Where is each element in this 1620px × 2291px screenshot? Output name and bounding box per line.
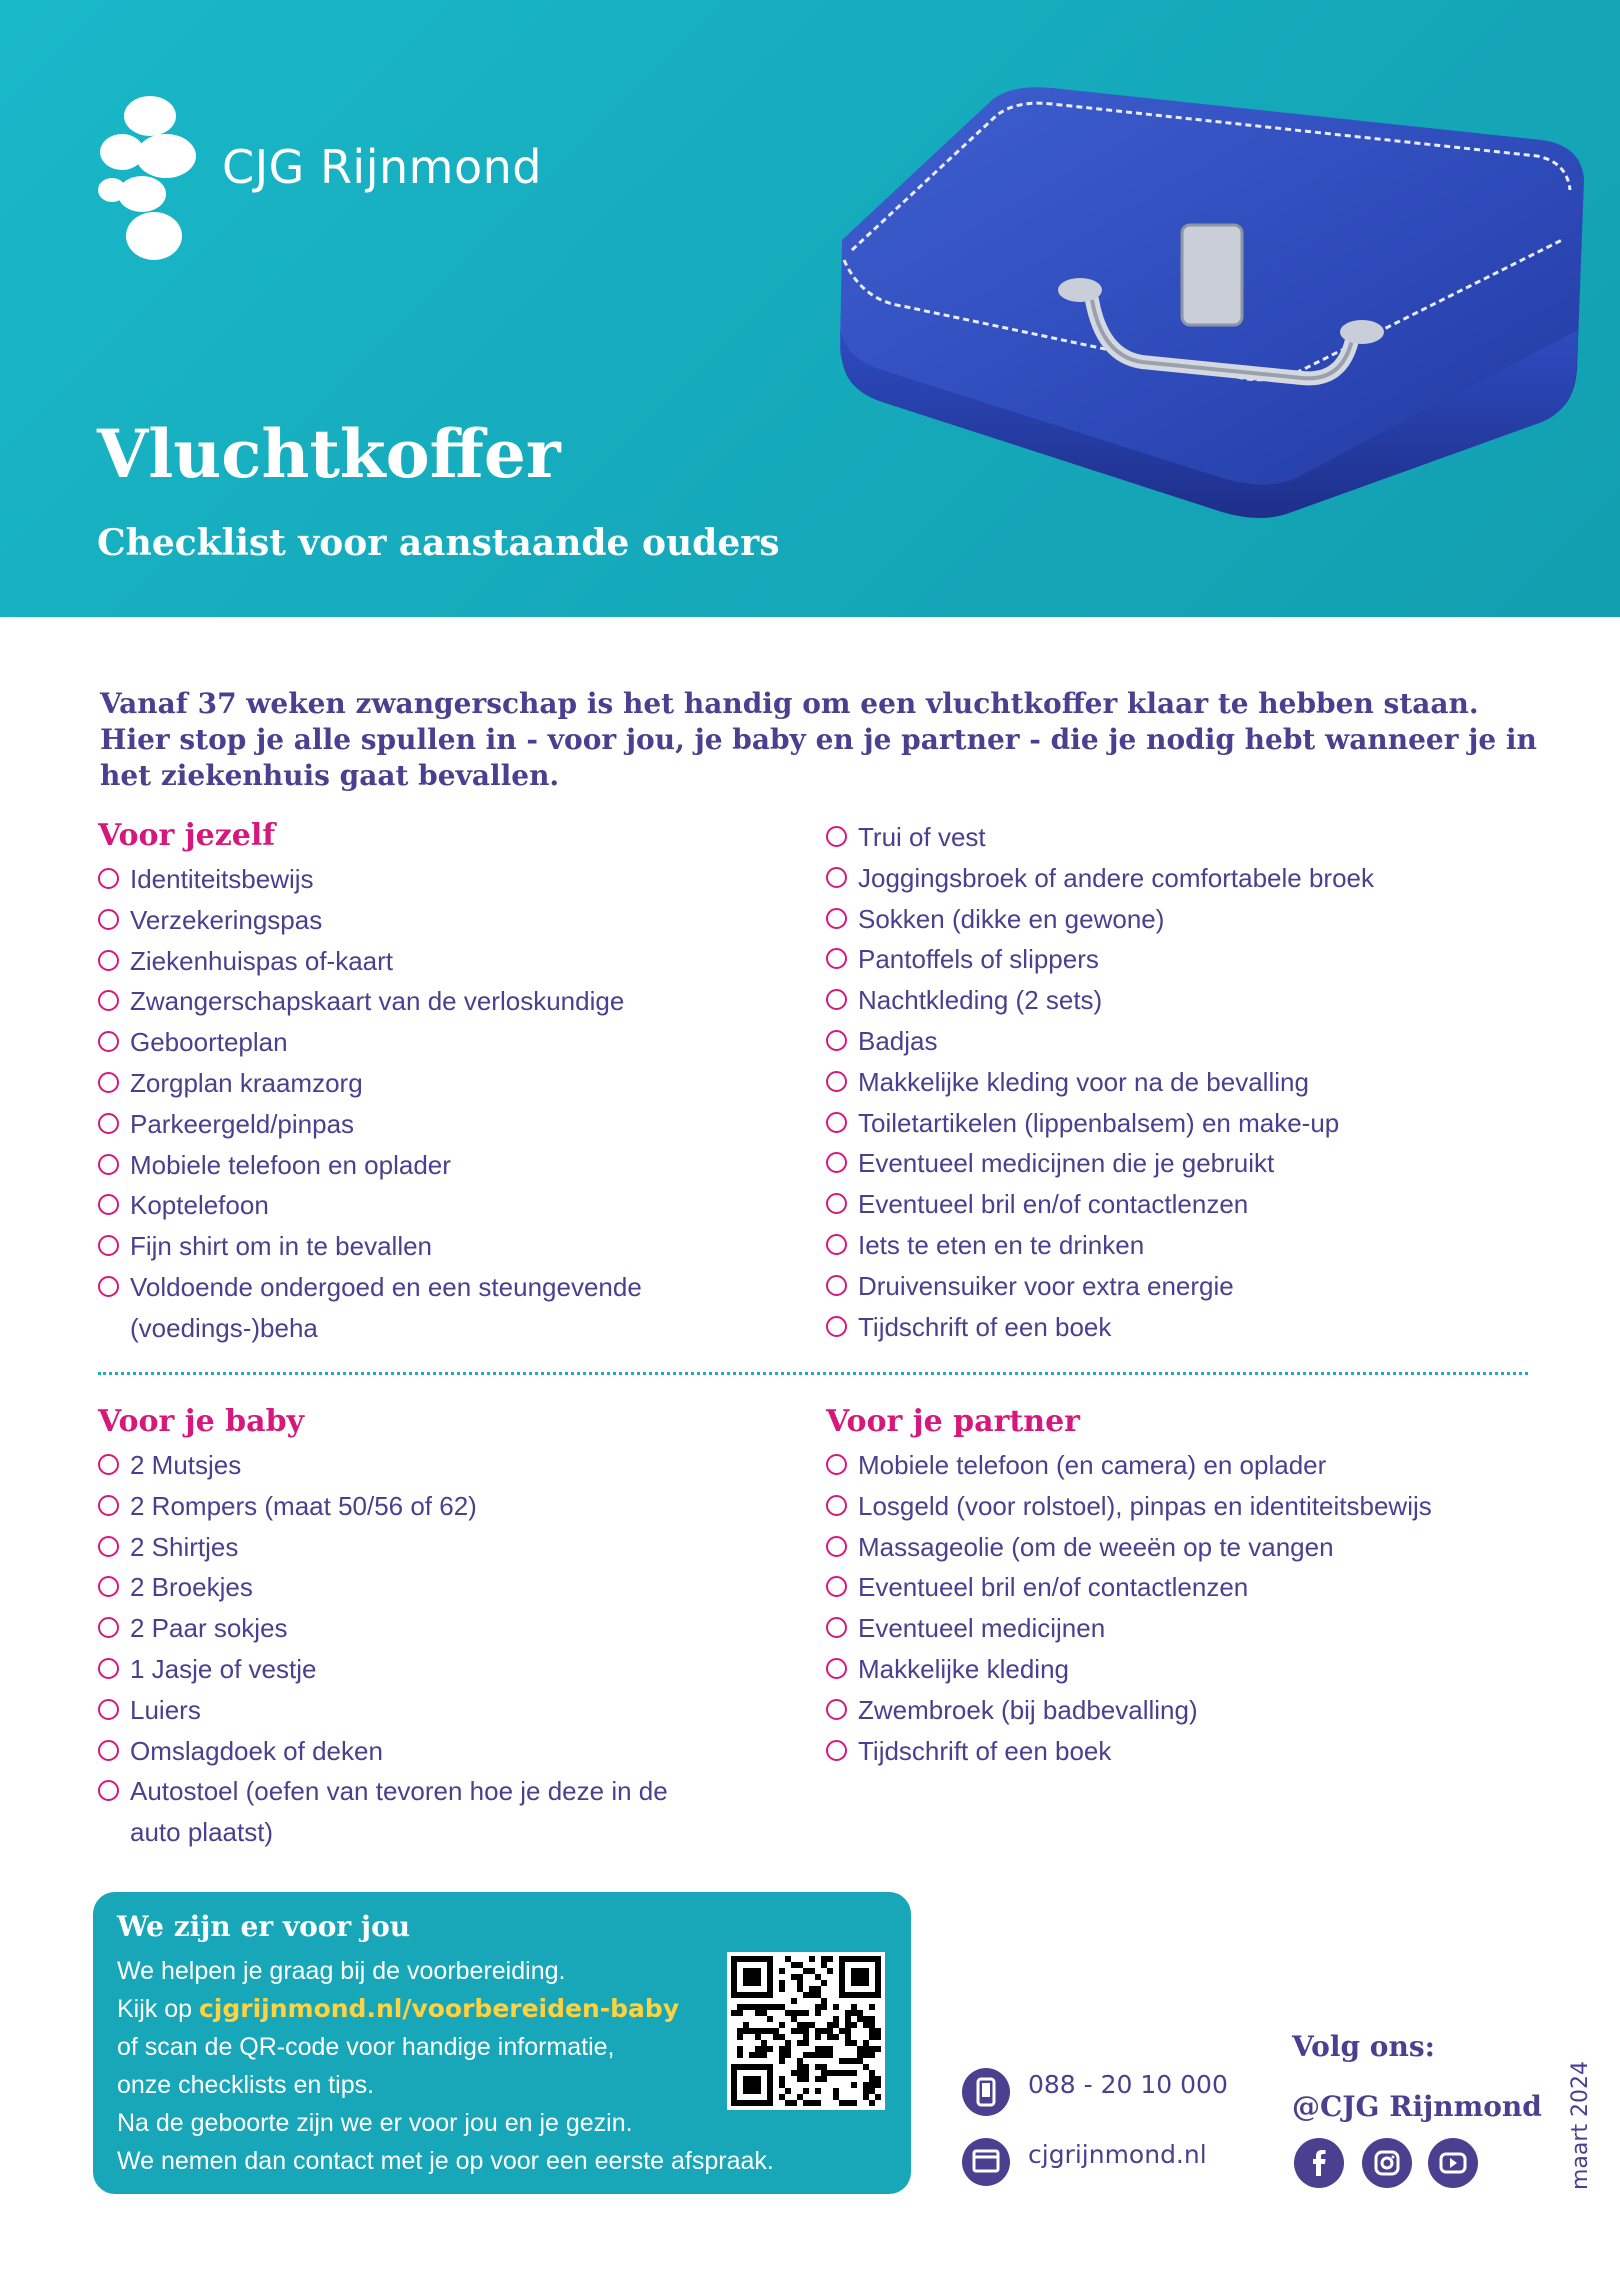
checkbox-icon[interactable] (98, 1072, 119, 1093)
checkbox-icon[interactable] (826, 1152, 847, 1173)
section-voor-jezelf-continued (826, 817, 1374, 1347)
checkbox-icon[interactable] (826, 989, 847, 1010)
phone-number[interactable]: 088 - 20 10 000 (1028, 2070, 1228, 2099)
section-voor-jezelf (98, 817, 730, 1349)
checklist-item[interactable]: Parkeergeld/pinpas (98, 1104, 730, 1145)
social-handle: @CJG Rijnmond (1292, 2090, 1542, 2123)
checklist-item[interactable]: Fijn shirt om in te bevallen (98, 1226, 730, 1267)
checklist-jezelf (98, 859, 730, 1349)
checklist-jezelf-2 (826, 817, 1374, 1347)
checklist-item[interactable]: Toiletartikelen (lippenbalsem) en make-up (826, 1103, 1374, 1144)
checkbox-icon[interactable] (826, 1275, 847, 1296)
page-subtitle: Checklist voor aanstaande ouders (97, 522, 780, 564)
intro-text: Vanaf 37 weken zwangerschap is het handig om een vluchtkoffer klaar te hebben staan. Hier stop je alle spullen in - voor jou, je baby en je partner - die je nodig hebt wanneer je in het ziekenhuis gaat bevallen. (100, 687, 1537, 792)
phone-icon (962, 2068, 1010, 2116)
checklist-item[interactable]: Joggingsbroek of andere comfortabele broek (826, 858, 1374, 899)
checkbox-icon[interactable] (826, 1193, 847, 1214)
checkbox-icon[interactable] (826, 1234, 847, 1255)
checkbox-icon[interactable] (98, 1617, 119, 1638)
checklist-item[interactable]: Druivensuiker voor extra energie (826, 1266, 1374, 1307)
checkbox-icon[interactable] (826, 1454, 847, 1475)
checklist-item[interactable]: 2 Broekjes (98, 1567, 690, 1608)
section-voor-je-baby (98, 1403, 690, 1853)
checkbox-icon[interactable] (98, 950, 119, 971)
checkbox-icon[interactable] (826, 826, 847, 847)
checkbox-icon[interactable] (98, 868, 119, 889)
checkbox-icon[interactable] (826, 1495, 847, 1516)
info-text: We helpen je graag bij de voorbereiding. Kijk op cjgrijnmond.nl/voorbereiden-baby of scan de QR-code voor handige informatie, onze checklists en tips. Na de geboorte zijn we er voor jou en je gezin. We nemen dan contact met je op voor een eerste afspraak. (117, 1957, 774, 2175)
checklist-item[interactable]: Eventueel bril en/of contactlenzen (826, 1567, 1432, 1608)
checkbox-icon[interactable] (98, 1113, 119, 1134)
checklist-item[interactable]: Ziekenhuispas of-kaart (98, 941, 730, 982)
cjg-logo-icon (92, 94, 202, 264)
checkbox-icon[interactable] (826, 1030, 847, 1051)
checkbox-icon[interactable] (98, 1658, 119, 1679)
brand-name: CJG Rijnmond (222, 140, 542, 194)
checkbox-icon[interactable] (98, 1576, 119, 1597)
checkbox-icon[interactable] (98, 909, 119, 930)
checklist-item[interactable]: Mobiele telefoon en oplader (98, 1145, 730, 1186)
website-link[interactable]: cjgrijnmond.nl (1028, 2140, 1207, 2169)
checklist-item[interactable]: Eventueel bril en/of contactlenzen (826, 1184, 1374, 1225)
checklist-item[interactable]: Tijdschrift of een boek (826, 1307, 1374, 1348)
checklist-item[interactable]: Trui of vest (826, 817, 1374, 858)
checkbox-icon[interactable] (826, 1576, 847, 1597)
suitcase-image (822, 70, 1602, 540)
instagram-icon[interactable] (1362, 2138, 1412, 2188)
checklist-item[interactable]: Koptelefoon (98, 1185, 730, 1226)
checklist-item[interactable]: Voldoende ondergoed en een steungevende (voedings-)beha (98, 1267, 730, 1349)
checklist-item[interactable]: Zwembroek (bij badbevalling) (826, 1690, 1432, 1731)
checkbox-icon[interactable] (826, 1071, 847, 1092)
checkbox-icon[interactable] (826, 1699, 847, 1720)
checklist-item[interactable]: Makkelijke kleding (826, 1649, 1432, 1690)
checklist-item[interactable]: Zorgplan kraamzorg (98, 1063, 730, 1104)
info-box (93, 1892, 911, 2194)
checklist-item[interactable]: Sokken (dikke en gewone) (826, 899, 1374, 940)
checkbox-icon[interactable] (826, 1617, 847, 1638)
checkbox-icon[interactable] (98, 1276, 119, 1297)
checklist-item[interactable]: Mobiele telefoon (en camera) en oplader (826, 1445, 1432, 1486)
checklist-item[interactable]: Badjas (826, 1021, 1374, 1062)
checklist-item[interactable]: 2 Shirtjes (98, 1527, 690, 1568)
checkbox-icon[interactable] (826, 948, 847, 969)
checkbox-icon[interactable] (98, 1780, 119, 1801)
checkbox-icon[interactable] (98, 1194, 119, 1215)
checklist-item[interactable]: Autostoel (oefen van tevoren hoe je deze in de auto plaatst) (98, 1771, 690, 1853)
checkbox-icon[interactable] (98, 990, 119, 1011)
info-title: We zijn er voor jou (117, 1910, 411, 1943)
checklist-item[interactable]: Identiteitsbewijs (98, 859, 730, 900)
checkbox-icon[interactable] (826, 1112, 847, 1133)
checklist-item[interactable]: Nachtkleding (2 sets) (826, 980, 1374, 1021)
checklist-item[interactable]: Zwangerschapskaart van de verloskundige (98, 981, 730, 1022)
checklist-item[interactable]: 2 Rompers (maat 50/56 of 62) (98, 1486, 690, 1527)
checklist-partner (826, 1445, 1432, 1771)
checklist-item[interactable]: Omslagdoek of deken (98, 1731, 690, 1772)
header-banner (0, 0, 1620, 617)
checklist-item[interactable]: Verzekeringspas (98, 900, 730, 941)
checkbox-icon[interactable] (98, 1536, 119, 1557)
page-title: Vluchtkoffer (97, 415, 561, 493)
checklist-item[interactable]: Tijdschrift of een boek (826, 1731, 1432, 1772)
checkbox-icon[interactable] (826, 1658, 847, 1679)
checklist-item[interactable]: Eventueel medicijnen (826, 1608, 1432, 1649)
qr-code[interactable] (727, 1952, 885, 2110)
checklist-item[interactable]: Geboorteplan (98, 1022, 730, 1063)
dotted-divider (98, 1372, 1528, 1375)
section-title-baby: Voor je baby (98, 1404, 305, 1439)
checklist-item[interactable]: Massageolie (om de weeën op te vangen (826, 1527, 1432, 1568)
checklist-item[interactable]: Luiers (98, 1690, 690, 1731)
checklist-item[interactable]: 2 Mutsjes (98, 1445, 690, 1486)
checkbox-icon[interactable] (98, 1454, 119, 1475)
checkbox-icon[interactable] (98, 1031, 119, 1052)
checkbox-icon[interactable] (826, 1536, 847, 1557)
section-title-jezelf: Voor jezelf (98, 818, 276, 853)
checkbox-icon[interactable] (826, 908, 847, 929)
section-voor-je-partner (826, 1403, 1432, 1771)
section-title-partner: Voor je partner (826, 1404, 1080, 1439)
checkbox-icon[interactable] (98, 1154, 119, 1175)
info-link[interactable]: cjgrijnmond.nl/voorbereiden-baby (198, 1994, 680, 2023)
publication-date: maart 2024 (1568, 2060, 1593, 2190)
checklist-baby (98, 1445, 690, 1853)
youtube-icon[interactable] (1428, 2138, 1478, 2188)
facebook-icon[interactable] (1294, 2138, 1344, 2188)
checkbox-icon[interactable] (98, 1740, 119, 1761)
checkbox-icon[interactable] (98, 1235, 119, 1256)
follow-label: Volg ons: (1292, 2030, 1435, 2063)
checklist-item[interactable]: Pantoffels of slippers (826, 939, 1374, 980)
checkbox-icon[interactable] (826, 1316, 847, 1337)
checklist-item[interactable]: Makkelijke kleding voor na de bevalling (826, 1062, 1374, 1103)
checkbox-icon[interactable] (826, 867, 847, 888)
checkbox-icon[interactable] (98, 1699, 119, 1720)
website-icon (962, 2138, 1010, 2186)
checklist-item[interactable]: Losgeld (voor rolstoel), pinpas en identiteitsbewijs (826, 1486, 1432, 1527)
checklist-item[interactable]: 2 Paar sokjes (98, 1608, 690, 1649)
checklist-item[interactable]: Iets te eten en te drinken (826, 1225, 1374, 1266)
checkbox-icon[interactable] (826, 1740, 847, 1761)
checkbox-icon[interactable] (98, 1495, 119, 1516)
checklist-item[interactable]: Eventueel medicijnen die je gebruikt (826, 1143, 1374, 1184)
checklist-item[interactable]: 1 Jasje of vestje (98, 1649, 690, 1690)
